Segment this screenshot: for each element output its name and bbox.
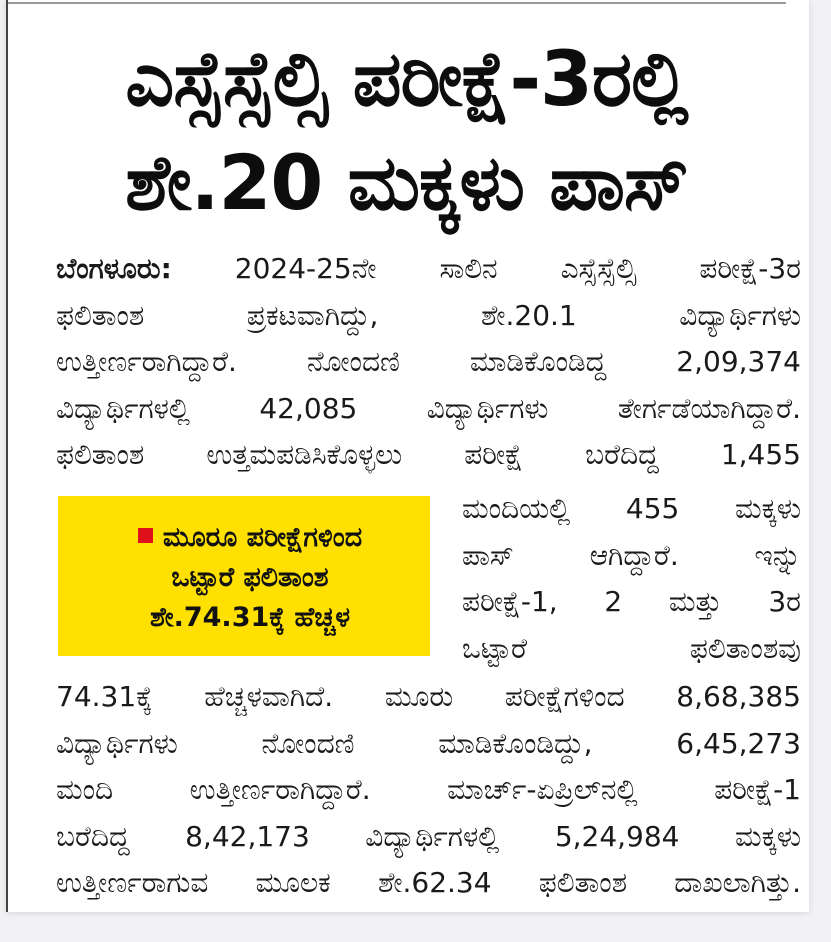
- article-line: ಉತ್ತೀರ್ಣರಾಗಿದ್ದಾರೆ. ನೋಂದಣಿ ಮಾಡಿಕೊಂಡಿದ್ದ 2,09,374: [56, 345, 801, 378]
- article-line: [56, 246, 801, 293]
- article-body-top: [56, 246, 801, 479]
- callout-line: ಶೇ.74.31ಕ್ಕೆ ಹೆಚ್ಚಳ: [149, 602, 351, 633]
- article-line: 74.31ಕ್ಕೆ ಹೆಚ್ಚಳವಾಗಿದೆ. ಮೂರು ಪರೀಕ್ಷೆಗಳಿಂದ 8,68,385: [56, 680, 801, 713]
- article-line: ಮಂದಿ ಉತ್ತೀರ್ಣರಾಗಿದ್ದಾರೆ. ಮಾರ್ಚ್-ಏಪ್ರಿಲ್‌ನಲ್ಲಿ ಪರೀಕ್ಷೆ-1: [56, 773, 801, 806]
- article-line: ಬರೆದಿದ್ದ 8,42,173 ವಿದ್ಯಾರ್ಥಿಗಳಲ್ಲಿ 5,24,984 ಮಕ್ಕಳು: [56, 819, 801, 853]
- article-line: ಫಲಿತಾಂಶ ಉತ್ತಮಪಡಿಸಿಕೊಳ್ಳಲು ಪರೀಕ್ಷೆ ಬರೆದಿದ್ದ 1,455: [56, 438, 801, 471]
- dateline: ಬೆಂಗಳೂರು:: [56, 252, 172, 285]
- top-rule: [6, 2, 786, 4]
- highlight-callout-box: [58, 496, 430, 656]
- headline-line-1: ಎಸ್ಸೆಸ್ಸೆಲ್ಸಿ ಪರೀಕ್ಷೆ-3ರಲ್ಲಿ: [125, 34, 688, 123]
- article-line: ಉತ್ತೀರ್ಣರಾಗುವ ಮೂಲಕ ಶೇ.62.34 ಫಲಿತಾಂಶ ದಾಖಲಾಗಿತ್ತು.: [56, 866, 801, 899]
- article-line: ಪಾಸ್ ಆಗಿದ್ದಾರೆ. ಇನ್ನು: [462, 538, 801, 572]
- left-column-rule: [6, 0, 8, 912]
- headline-line-2: ಶೇ.20 ಮಕ್ಕಳು ಪಾಸ್: [125, 138, 688, 227]
- article-line: ಒಟ್ಟಾರೆ ಫಲಿತಾಂಶವು: [462, 631, 801, 665]
- red-square-bullet-icon: [138, 528, 153, 543]
- article-line: ಮಂದಿಯಲ್ಲಿ 455 ಮಕ್ಕಳು: [462, 492, 801, 525]
- article-line: ವಿದ್ಯಾರ್ಥಿಗಳಲ್ಲಿ 42,085 ವಿದ್ಯಾರ್ಥಿಗಳು ತೇರ್ಗಡೆಯಾಗಿದ್ದಾರೆ.: [56, 391, 801, 425]
- article-line: ಪರೀಕ್ಷೆ-1, 2 ಮತ್ತು 3ರ: [462, 585, 801, 618]
- newspaper-clipping: [6, 0, 809, 912]
- callout-line-text: ಮೂರೂ ಪರೀಕ್ಷೆಗಳಿಂದ: [162, 522, 363, 553]
- article-body-beside-callout: [462, 486, 801, 672]
- callout-line: ಒಟ್ಟಾರೆ ಫಲಿತಾಂಶ: [171, 562, 329, 593]
- article-line: ವಿದ್ಯಾರ್ಥಿಗಳು ನೋಂದಣಿ ಮಾಡಿಕೊಂಡಿದ್ದು, 6,45,273: [56, 726, 801, 760]
- callout-line: [86, 518, 414, 558]
- article-body-bottom: [56, 674, 801, 907]
- article-line-text: 2024-25ನೇ ಸಾಲಿನ ಎಸ್ಸೆಸ್ಸೆಲ್ಸಿ ಪರೀಕ್ಷೆ-3ರ: [234, 252, 801, 285]
- article-line: ಫಲಿತಾಂಶ ಪ್ರಕಟವಾಗಿದ್ದು, ಶೇ.20.1 ವಿದ್ಯಾರ್ಥಿಗಳು: [56, 298, 801, 332]
